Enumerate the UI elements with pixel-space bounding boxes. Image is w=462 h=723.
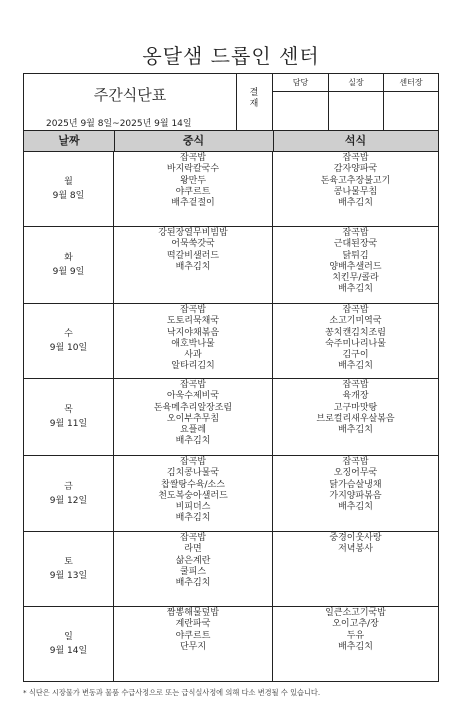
menu-item: 비피더스 (175, 502, 211, 513)
lunch-cell (114, 607, 273, 681)
header-block (24, 74, 237, 130)
menu-item: 잡곡밥 (342, 380, 369, 390)
menu-item: 천도복숭아샐러드 (158, 490, 228, 501)
menu-item: 소고기미역국 (329, 316, 382, 327)
approver-box-staff (273, 74, 329, 130)
approver-label: 센터장 (384, 74, 438, 92)
date: 9월 13일 (49, 571, 88, 581)
menu-item: 잡곡밥 (342, 153, 369, 163)
dinner-cell (273, 456, 438, 531)
date-cell (24, 456, 114, 531)
menu-item: 요플레 (179, 425, 207, 436)
lunch-cell (114, 304, 273, 378)
menu-item: 닭가슴살냉채 (329, 479, 382, 490)
menu-item: 배추겉절이 (171, 198, 215, 209)
menu-item: 김치콩나물국 (166, 468, 220, 479)
menu-item: 낙지야채볶음 (166, 327, 220, 338)
menu-item: 돈육고추장불고기 (320, 175, 391, 186)
menu-item: 배추김치 (175, 513, 211, 524)
menu-item: 야쿠르트 (175, 630, 211, 641)
menu-item: 중경이웃사랑 (329, 533, 382, 543)
menu-item: 아욱수제비국 (166, 391, 220, 402)
col-date: 날짜 (24, 131, 115, 151)
menu-item: 브로컬리새우살볶음 (316, 413, 395, 424)
page-title: 옹달샘 드롭인 센터 (142, 44, 320, 68)
weekday: 금 (64, 481, 73, 492)
date-cell (24, 379, 114, 455)
menu-item: 야쿠르트 (175, 186, 211, 197)
menu-item: 고구마맛탕 (333, 402, 378, 413)
menu-item: 잡곡밥 (179, 533, 207, 543)
day-row (24, 379, 438, 456)
menu-item: 계란파국 (175, 619, 211, 630)
menu-item: 콩나물무침 (333, 186, 378, 197)
menu-item: 꽁치캔김치조림 (325, 327, 386, 338)
period-text: 2025년 9월 8일~2025년 9월 14일 (46, 119, 192, 129)
menu-item: 치킨무/콜라 (332, 273, 379, 284)
menu-item: 잡곡밥 (179, 305, 207, 315)
date-cell (24, 152, 114, 226)
menu-item: 배추김치 (175, 436, 211, 447)
menu-item: 저녁봉사 (338, 544, 373, 555)
menu-item: 근대된장국 (333, 239, 378, 250)
menu-item: 잡곡밥 (179, 153, 207, 163)
menu-item: 배추김치 (338, 361, 373, 372)
menu-item: 양배추샐러드 (329, 261, 382, 272)
menu-item: 삶은계란 (175, 555, 211, 566)
menu-item: 일큰소고기국밥 (325, 608, 386, 618)
dinner-cell (273, 607, 438, 681)
lunch-cell (114, 152, 273, 226)
menu-item: 배추김치 (338, 502, 373, 513)
date: 9월 8일 (52, 191, 85, 201)
menu-item: 애호박나물 (171, 338, 215, 349)
menu-item: 육개장 (342, 391, 369, 402)
menu-item: 배추김치 (338, 641, 373, 652)
menu-item: 알타리김치 (171, 361, 215, 372)
menu-item: 짬뽕해물덮밥 (166, 608, 220, 618)
menu-item: 단무지 (179, 641, 207, 652)
menu-item: 쿨피스 (179, 566, 207, 577)
menu-item: 오징어무국 (333, 468, 378, 479)
menu-item: 바지락칼국수 (166, 164, 220, 175)
date: 9월 14일 (49, 646, 88, 656)
date: 9월 12일 (49, 495, 88, 506)
date-cell (24, 532, 114, 606)
dinner-cell (273, 152, 438, 226)
weekday: 토 (64, 557, 73, 567)
weekday: 화 (64, 253, 73, 263)
day-row (24, 152, 438, 227)
dinner-cell (273, 379, 438, 455)
day-row (24, 304, 438, 379)
col-dinner: 석식 (344, 134, 367, 147)
menu-item: 배추김치 (175, 261, 211, 272)
column-header (24, 130, 438, 152)
weekday: 수 (64, 329, 73, 339)
weekday: 일 (64, 632, 73, 642)
lunch-cell (114, 227, 273, 303)
date: 9월 11일 (49, 419, 88, 429)
menu-item: 숙주미나리나물 (325, 338, 386, 349)
menu-item: 어묵쑥갓국 (171, 239, 215, 250)
day-row (24, 607, 438, 681)
menu-item: 잡곡밥 (179, 457, 207, 467)
menu-item: 오이고추/장 (332, 619, 379, 630)
menu-item: 도토리묵채국 (166, 316, 220, 327)
menu-item: 잡곡밥 (179, 380, 207, 390)
weekday: 월 (64, 177, 73, 187)
menu-item: 라면 (184, 544, 202, 555)
menu-title: 주간식단표 (93, 86, 167, 104)
menu-item: 배추김치 (338, 284, 373, 295)
date: 9월 9일 (52, 267, 85, 277)
dinner-cell (273, 227, 438, 303)
menu-item: 김구이 (342, 350, 369, 361)
menu-item: 오이부추무침 (166, 413, 220, 424)
date-cell (24, 304, 114, 378)
menu-item: 찹쌀탕수육/소스 (161, 479, 225, 490)
menu-item: 잡곡밥 (342, 305, 369, 315)
menu-item: 강된장열무비빔밥 (158, 228, 228, 238)
day-row (24, 456, 438, 532)
menu-item: 닭튀김 (342, 250, 369, 261)
dinner-cell (273, 532, 438, 606)
menu-item: 배추김치 (338, 425, 373, 436)
weekday: 목 (64, 405, 73, 415)
menu-item: 사과 (184, 350, 202, 361)
lunch-cell (114, 532, 273, 606)
col-lunch: 중식 (114, 131, 274, 151)
approver-label: 실장 (329, 74, 383, 92)
menu-table (23, 73, 439, 682)
day-row (24, 227, 438, 304)
menu-item: 돈육메추리알장조림 (153, 402, 233, 413)
date: 9월 10일 (49, 343, 88, 353)
menu-item: 가지양파볶음 (329, 490, 382, 501)
date-cell (24, 607, 114, 681)
menu-item: 왕만두 (179, 175, 207, 186)
menu-item: 떡갈비샐러드 (166, 250, 220, 261)
menu-item: 잡곡밥 (342, 457, 369, 467)
date-cell (24, 227, 114, 303)
menu-item: 감자양파국 (333, 164, 378, 175)
menu-item: 두유 (346, 630, 365, 641)
dinner-cell (273, 304, 438, 378)
menu-item: 배추김치 (175, 578, 211, 589)
lunch-cell (114, 456, 273, 531)
footnote: * 식단은 시장물가 변동과 물품 수급사정으로 또는 급식실사정에 의해 다소 변경될 수 있습니다. (23, 688, 321, 697)
day-row (24, 532, 438, 607)
menu-item: 잡곡밥 (342, 228, 369, 238)
approver-box-director (384, 74, 438, 130)
menu-item: 배추김치 (338, 198, 373, 209)
approver-label: 담당 (273, 74, 328, 92)
lunch-cell (114, 379, 273, 455)
approval-label: 결 재 (236, 74, 273, 130)
approver-box-manager (329, 74, 384, 130)
